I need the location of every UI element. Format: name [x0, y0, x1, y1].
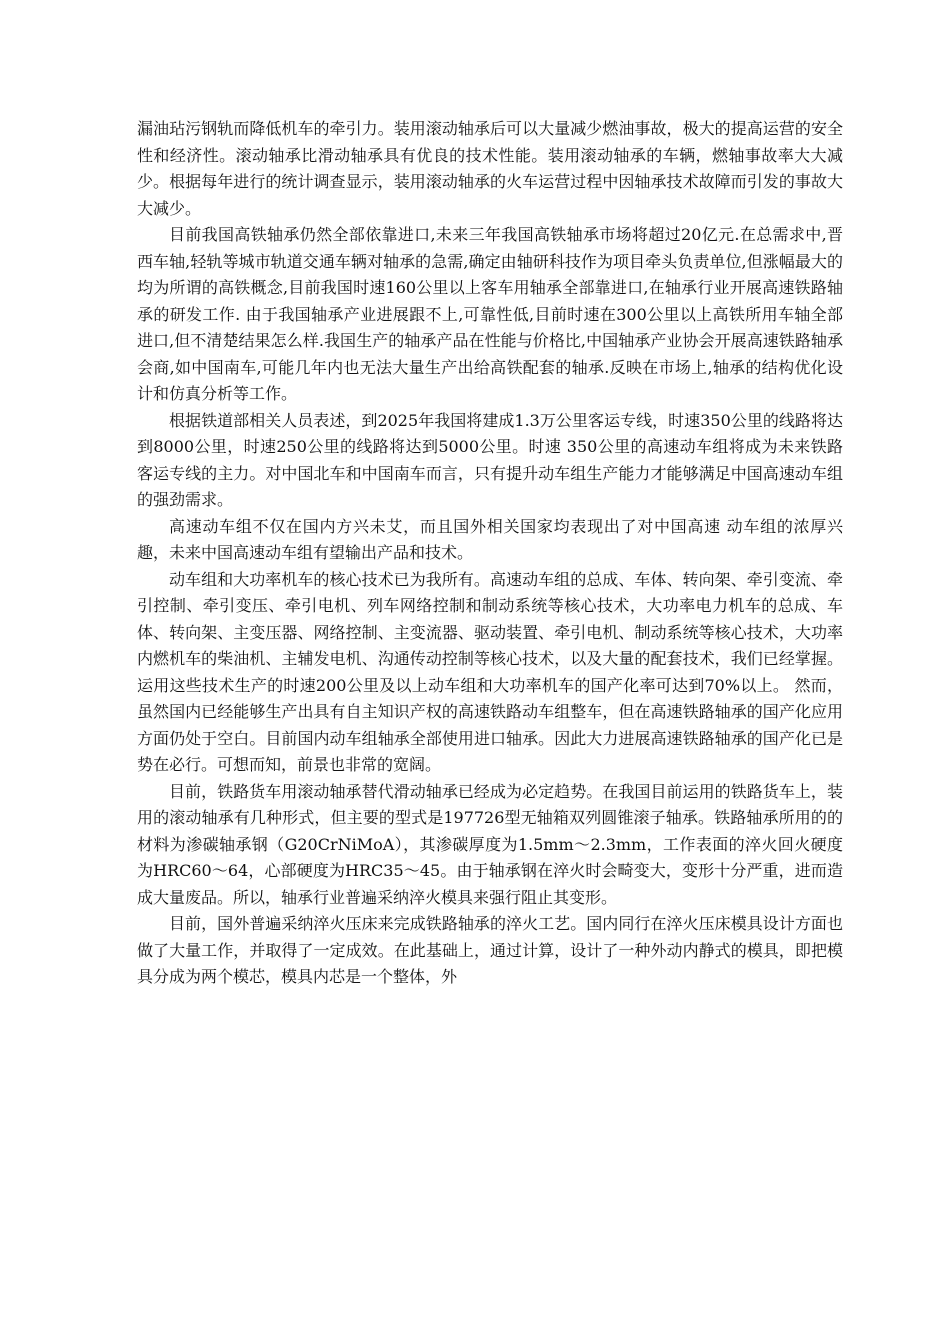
document-body: [137, 116, 843, 991]
paragraph-7: 目前，国外普遍采纳淬火压床来完成铁路轴承的淬火工艺。国内同行在淬火压床模具设计方面也做了大量工作，并取得了一定成效。在此基础上，通过计算，设计了一种外动内静式的模具，即把模具分成为两个模芯，模具内芯是一个整体，外: [137, 914, 843, 986]
paragraph-4: 高速动车组不仅在国内方兴未艾，而且国外相关国家均表现出了对中国高速 动车组的浓厚兴趣，未来中国高速动车组有望输出产品和技术。: [137, 516, 843, 562]
paragraph-3: 根据铁道部相关人员表述，到2025年我国将建成1.3万公里客运专线，时速350公里的线路将达到8000公里，时速250公里的线路将达到5000公里。时速 350公里的高速动车组将成为未来铁路客运专线的主力。对中国北车和中国南车而言，只有提升动车组生产能力才能够满足中国高速动车组的强劲需求。: [137, 410, 843, 509]
paragraph-2: 目前我国高铁轴承仍然全部依靠进口,未来三年我国高铁轴承市场将超过20亿元.在总需求中,晋西车轴,轻轨等城市轨道交通车辆对轴承的急需,确定由轴研科技作为项目牵头负责单位,但涨幅最大的均为所谓的高铁概念,目前我国时速160公里以上客车用轴承全部靠进口,在轴承行业开展高速铁路轴承的研发工作. 由于我国轴承产业进展跟不上,可靠性低,目前时速在300公里以上高铁所用车轴全部进口,但不清楚结果怎么样.我国生产的轴承产品在性能与价格比,中国轴承产业协会开展高速铁路轴承会商,如中国南车,可能几年内也无法大量生产出给高铁配套的轴承.反映在市场上,轴承的结构优化设计和仿真分析等工作。: [137, 225, 843, 403]
paragraph-1: 漏油玷污钢轨而降低机车的牵引力。装用滚动轴承后可以大量减少燃油事故，极大的提高运营的安全性和经济性。滚动轴承比滑动轴承具有优良的技术性能。装用滚动轴承的车辆，燃轴事故率大大减少。根据每年进行的统计调查显示，装用滚动轴承的火车运营过程中因轴承技术故障而引发的事故大大减少。: [137, 119, 843, 218]
paragraph-6: 目前，铁路货车用滚动轴承替代滑动轴承已经成为必定趋势。在我国目前运用的铁路货车上，装用的滚动轴承有几种形式，但主要的型式是197726型无轴箱双列圆锥滚子轴承。铁路轴承所用的的材料为渗碳轴承钢（G20CrNiMoA），其渗碳厚度为1.5mm～2.3mm，工作表面的淬火回火硬度为HRC60～64，心部硬度为HRC35～45。由于轴承钢在淬火时会畸变大，变形十分严重，进而造成大量废品。所以，轴承行业普遍采纳淬火模具来强行阻止其变形。: [137, 781, 843, 907]
paragraph-5: 动车组和大功率机车的核心技术已为我所有。高速动车组的总成、车体、转向架、牵引变流、牵引控制、牵引变压、牵引电机、列车网络控制和制动系统等核心技术，大功率电力机车的总成、车体、转向架、主变压器、网络控制、主变流器、驱动装置、牵引电机、制动系统等核心技术，大功率内燃机车的柴油机、主辅发电机、沟通传动控制等核心技术，以及大量的配套技术，我们已经掌握。运用这些技术生产的时速200公里及以上动车组和大功率机车的国产化率可达到70%以上。 然而，虽然国内已经能够生产出具有自主知识产权的高速铁路动车组整车，但在高速铁路轴承的国产化应用方面仍处于空白。目前国内动车组轴承全部使用进口轴承。因此大力进展高速铁路轴承的国产化已是势在必行。可想而知，前景也非常的宽阔。: [137, 569, 843, 774]
